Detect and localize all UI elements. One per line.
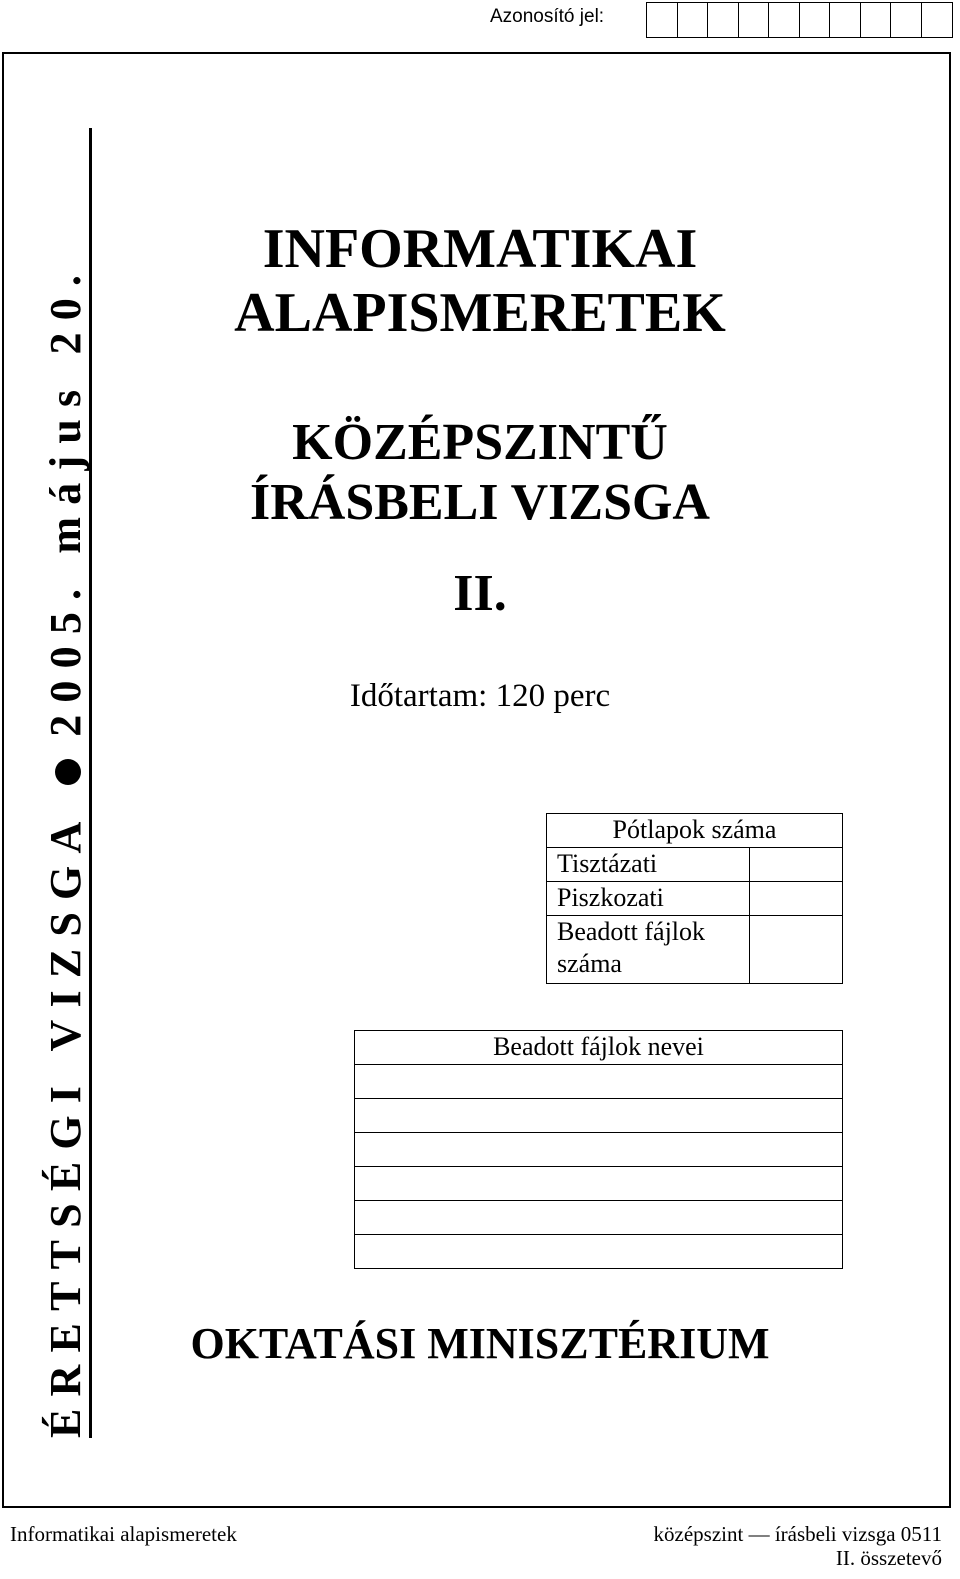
footer-left: Informatikai alapismeretek [10,1522,237,1546]
title-line2: ALAPISMERETEK [234,282,726,344]
id-box[interactable] [769,3,800,37]
bullet-dot-icon [55,759,81,785]
id-box[interactable] [891,3,922,37]
title-line4: ÍRÁSBELI VIZSGA [249,474,710,531]
potlapok-row-label: Tisztázati [547,848,750,882]
footer-right-line1: középszint — írásbeli vizsga 0511 [653,1522,942,1546]
potlapok-row-label: Beadott fájlok száma [547,916,750,984]
duration: Időtartam: 120 perc [349,678,611,714]
id-box[interactable] [739,3,770,37]
side-title-text [40,128,92,1438]
file-name-cell[interactable] [355,1201,843,1235]
title-line1: INFORMATIKAI [262,218,698,280]
id-box[interactable] [830,3,861,37]
exam-part: II. [453,565,507,622]
potlapok-header: Pótlapok száma [547,814,843,848]
title-line3: KÖZÉPSZINTŰ [292,414,668,471]
id-box[interactable] [861,3,892,37]
id-label: Azonosító jel: [490,6,605,27]
potlapok-row-label: Piszkozati [547,882,750,916]
file-name-cell[interactable] [355,1235,843,1269]
potlapok-table [546,813,843,984]
potlapok-value-cell[interactable] [750,882,843,916]
id-box[interactable] [678,3,709,37]
side-title-part2: 2005. május 20. [41,262,90,737]
file-name-cell[interactable] [355,1065,843,1099]
side-title [40,128,92,1438]
id-box[interactable] [647,3,678,37]
file-name-cell[interactable] [355,1133,843,1167]
potlapok-value-cell[interactable] [750,916,843,984]
footer-right [654,1522,942,1570]
files-header: Beadott fájlok nevei [355,1031,843,1065]
side-title-part1: ÉRETTSÉGI VIZSGA [41,811,90,1438]
id-boxes[interactable] [646,2,953,38]
footer-right-line2: II. összetevő [835,1546,942,1570]
id-box[interactable] [800,3,831,37]
ministry: OKTATÁSI MINISZTÉRIUM [190,1319,770,1368]
file-name-cell[interactable] [355,1099,843,1133]
file-name-cell[interactable] [355,1167,843,1201]
id-box[interactable] [922,3,953,37]
id-box[interactable] [708,3,739,37]
files-table [354,1030,843,1269]
potlapok-value-cell[interactable] [750,848,843,882]
